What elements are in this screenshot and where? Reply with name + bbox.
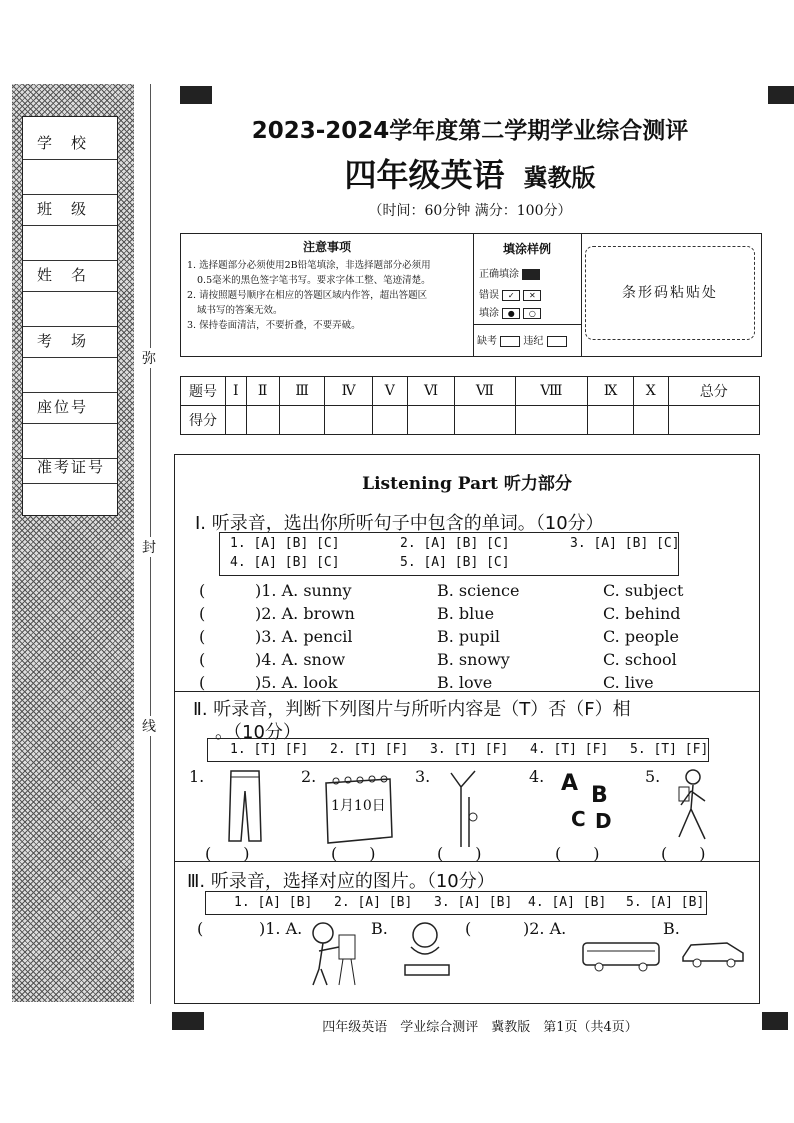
check-mark-icon: ✓ bbox=[502, 290, 520, 301]
question-option-a: )2. A. brown bbox=[255, 604, 355, 623]
picture-number: 2. bbox=[301, 767, 317, 786]
question-option-b: B. snowy bbox=[437, 650, 510, 669]
score-cell[interactable] bbox=[372, 406, 407, 435]
dot-mark-icon: ● bbox=[502, 308, 520, 319]
q1-option-b: B. bbox=[371, 919, 388, 938]
answer-option[interactable]: 2. [T] [F] bbox=[330, 742, 409, 757]
score-col-header: 总分 bbox=[668, 377, 759, 406]
notice-title: 注意事项 bbox=[302, 240, 351, 254]
registration-marker-tl bbox=[180, 86, 212, 104]
score-cell[interactable] bbox=[407, 406, 455, 435]
exam-title: 2023-2024学年度第二学期学业综合测评 bbox=[251, 118, 689, 144]
score-col-header: Ⅶ bbox=[455, 377, 515, 406]
admission-number-field: 准考证号 bbox=[23, 451, 117, 484]
answer-paren[interactable]: ( bbox=[199, 627, 206, 646]
answer-option[interactable]: 4. [A] [B] bbox=[528, 895, 607, 910]
trousers-icon bbox=[225, 767, 265, 845]
question-option-c: C. people bbox=[603, 627, 680, 646]
section-divider bbox=[175, 861, 759, 862]
answer-option[interactable]: 1. [T] [F] bbox=[230, 742, 309, 757]
seal-word-mi: 弥 bbox=[140, 348, 158, 368]
school-blank[interactable] bbox=[23, 160, 117, 195]
notice-item: 0.5毫米的黑色签字笔书写。要求字体工整、笔迹清楚。 bbox=[197, 275, 431, 286]
score-table bbox=[180, 376, 760, 435]
question-option-c: C. live bbox=[603, 673, 654, 692]
question-option-b: B. science bbox=[437, 581, 520, 600]
answer-option[interactable]: 1. [A] [B] [C] bbox=[230, 536, 340, 551]
score-col-header: Ⅳ bbox=[325, 377, 372, 406]
notice-item: 2. 请按照题号顺序在相应的答题区域内作答，超出答题区 bbox=[187, 290, 428, 301]
fill-sample-title: 填涂样例 bbox=[502, 242, 551, 256]
letter-a: A bbox=[561, 771, 579, 796]
notice-box bbox=[180, 233, 762, 357]
cross-mark-icon: ✕ bbox=[523, 290, 541, 301]
fill-sample-section bbox=[473, 234, 582, 356]
exam-room-field: 考 场 bbox=[23, 325, 117, 358]
question-option-c: C. subject bbox=[603, 581, 684, 600]
name-field: 姓 名 bbox=[23, 259, 117, 292]
registration-marker-bl bbox=[172, 1012, 204, 1030]
score-col-header: Ⅷ bbox=[515, 377, 588, 406]
answer-option[interactable]: 2. [A] [B] [C] bbox=[400, 536, 510, 551]
question-number-label: 题号 bbox=[181, 377, 226, 406]
tree-icon bbox=[443, 767, 487, 849]
q2-option-a: )2. A. bbox=[523, 919, 567, 938]
picture-number: 4. bbox=[529, 767, 545, 786]
answer-paren[interactable]: ( ) bbox=[555, 844, 600, 863]
score-col-header: Ⅵ bbox=[407, 377, 455, 406]
absent-violation-row: 缺考 违纪 bbox=[477, 332, 567, 347]
answer-paren[interactable]: ( ) bbox=[331, 844, 376, 863]
score-col-header: Ⅸ bbox=[588, 377, 634, 406]
question-option-b: B. pupil bbox=[437, 627, 500, 646]
score-cell[interactable] bbox=[226, 406, 247, 435]
score-cell[interactable] bbox=[515, 406, 588, 435]
score-col-header: Ⅴ bbox=[372, 377, 407, 406]
edition-label: 冀教版 bbox=[523, 163, 596, 192]
section1-title: Ⅰ. 听录音，选出你所听句子中包含的单词。（10分） bbox=[195, 513, 604, 534]
q2-option-b: B. bbox=[663, 919, 680, 938]
girl-writing-icon bbox=[397, 917, 457, 979]
notice-item: 1. 选择题部分必须使用2B铅笔填涂，非选择题部分必须用 bbox=[187, 260, 431, 271]
page-footer: 四年级英语 学业综合测评 冀教版 第1页（共4页） bbox=[322, 1020, 638, 1035]
answer-option[interactable]: 4. [A] [B] [C] bbox=[230, 555, 340, 570]
school-field: 学 校 bbox=[23, 127, 117, 160]
picture-number: 3. bbox=[415, 767, 431, 786]
answer-option[interactable]: 3. [T] [F] bbox=[430, 742, 509, 757]
score-cell[interactable] bbox=[633, 406, 668, 435]
answer-paren[interactable]: ( bbox=[199, 604, 206, 623]
listening-heading: Listening Part 听力部分 bbox=[362, 474, 572, 494]
answer-paren[interactable]: ( bbox=[199, 581, 206, 600]
score-cell[interactable] bbox=[668, 406, 759, 435]
subject-title: 四年级英语 bbox=[344, 156, 505, 194]
student-info-box bbox=[22, 116, 118, 516]
picture-number: 5. bbox=[645, 767, 661, 786]
answer-option[interactable]: 4. [T] [F] bbox=[530, 742, 609, 757]
question-option-a: )4. A. snow bbox=[255, 650, 346, 669]
answer-paren[interactable]: ( ) bbox=[437, 844, 482, 863]
score-col-header: Ⅰ bbox=[226, 377, 247, 406]
answer-option[interactable]: 5. [A] [B] [C] bbox=[400, 555, 510, 570]
answer-option[interactable]: 3. [A] [B] bbox=[434, 895, 513, 910]
bus-icon bbox=[581, 939, 663, 973]
car-icon bbox=[681, 935, 747, 971]
notice-section bbox=[181, 234, 474, 356]
walking-boy-icon bbox=[665, 767, 721, 843]
section3-answer-grid bbox=[205, 891, 707, 915]
score-col-header: Ⅱ bbox=[246, 377, 279, 406]
letter-c: C bbox=[571, 807, 586, 831]
seal-word-xian: 线 bbox=[140, 716, 158, 736]
calendar-date: 1月10日 bbox=[331, 798, 386, 814]
violation-checkbox[interactable] bbox=[547, 336, 567, 347]
answer-option[interactable]: 3. [A] [B] [C] bbox=[570, 536, 680, 551]
notice-item: 3. 保持卷面清洁，不要折叠，不要弄破。 bbox=[187, 320, 361, 331]
circle-mark-icon: ○ bbox=[523, 308, 541, 319]
letter-d: D bbox=[595, 809, 612, 833]
answer-option[interactable]: 1. [A] [B] bbox=[234, 895, 313, 910]
filled-sample-box bbox=[522, 269, 540, 280]
registration-marker-tr bbox=[768, 86, 794, 104]
listening-section-box bbox=[174, 454, 760, 1004]
question-option-a: )3. A. pencil bbox=[255, 627, 353, 646]
question-option-b: B. love bbox=[437, 673, 493, 692]
section1-answer-grid bbox=[219, 532, 679, 576]
absent-checkbox[interactable] bbox=[500, 336, 520, 347]
section3-title: Ⅲ. 听录音，选择对应的图片。（10分） bbox=[187, 871, 495, 892]
answer-paren[interactable]: ( bbox=[199, 673, 206, 692]
score-cell[interactable] bbox=[588, 406, 634, 435]
seal-word-feng: 封 bbox=[140, 537, 158, 557]
registration-marker-br bbox=[762, 1012, 788, 1030]
girl-painting-icon bbox=[299, 917, 363, 987]
correct-fill-row: 正确填涂 bbox=[479, 265, 581, 280]
answer-paren[interactable]: ( bbox=[199, 650, 206, 669]
wrong-fill-row-2: 填涂 ● ○ bbox=[479, 304, 581, 319]
notice-item: 域书写的答案无效。 bbox=[197, 305, 283, 316]
question-option-c: C. school bbox=[603, 650, 677, 669]
section2-answer-grid bbox=[207, 738, 709, 762]
answer-paren[interactable]: ( bbox=[465, 919, 472, 938]
answer-option[interactable]: 2. [A] [B] bbox=[334, 895, 413, 910]
letter-b: B bbox=[591, 783, 608, 808]
score-cell[interactable] bbox=[279, 406, 325, 435]
question-option-c: C. behind bbox=[603, 604, 681, 623]
class-field: 班 级 bbox=[23, 193, 117, 226]
question-option-a: )1. A. sunny bbox=[255, 581, 352, 600]
question-option-a: )5. A. look bbox=[255, 673, 338, 692]
section-divider bbox=[175, 691, 759, 692]
answer-option[interactable]: 5. [T] [F] bbox=[630, 742, 709, 757]
class-blank[interactable] bbox=[23, 226, 117, 261]
seat-number-field: 座位号 bbox=[23, 391, 117, 424]
q1-option-a: )1. A. bbox=[259, 919, 303, 938]
section2-title: Ⅱ. 听录音，判断下列图片与所听内容是（T）否（F）相 bbox=[193, 699, 631, 720]
wrong-fill-row: 错误 ✓ ✕ bbox=[479, 286, 581, 301]
score-row-label: 得分 bbox=[181, 406, 226, 435]
section2-title-cont: 。（10分） bbox=[215, 722, 301, 743]
exam-subtitle bbox=[160, 150, 780, 196]
barcode-area: 条形码粘贴处 bbox=[585, 246, 755, 340]
score-cell[interactable] bbox=[246, 406, 279, 435]
score-col-header: Ⅲ bbox=[279, 377, 325, 406]
name-blank[interactable] bbox=[23, 292, 117, 327]
score-cell[interactable] bbox=[455, 406, 515, 435]
answer-option[interactable]: 5. [A] [B] bbox=[626, 895, 705, 910]
admission-number-blank[interactable] bbox=[23, 483, 117, 517]
score-cell[interactable] bbox=[325, 406, 372, 435]
answer-paren[interactable]: ( ) bbox=[661, 844, 706, 863]
score-col-header: Ⅹ bbox=[633, 377, 668, 406]
time-info: （时间：60分钟 满分：100分） bbox=[368, 203, 572, 219]
picture-number: 1. bbox=[189, 767, 205, 786]
question-option-b: B. blue bbox=[437, 604, 495, 623]
exam-room-blank[interactable] bbox=[23, 358, 117, 393]
answer-paren[interactable]: ( bbox=[197, 919, 204, 938]
answer-paren[interactable]: ( ) bbox=[205, 844, 250, 863]
